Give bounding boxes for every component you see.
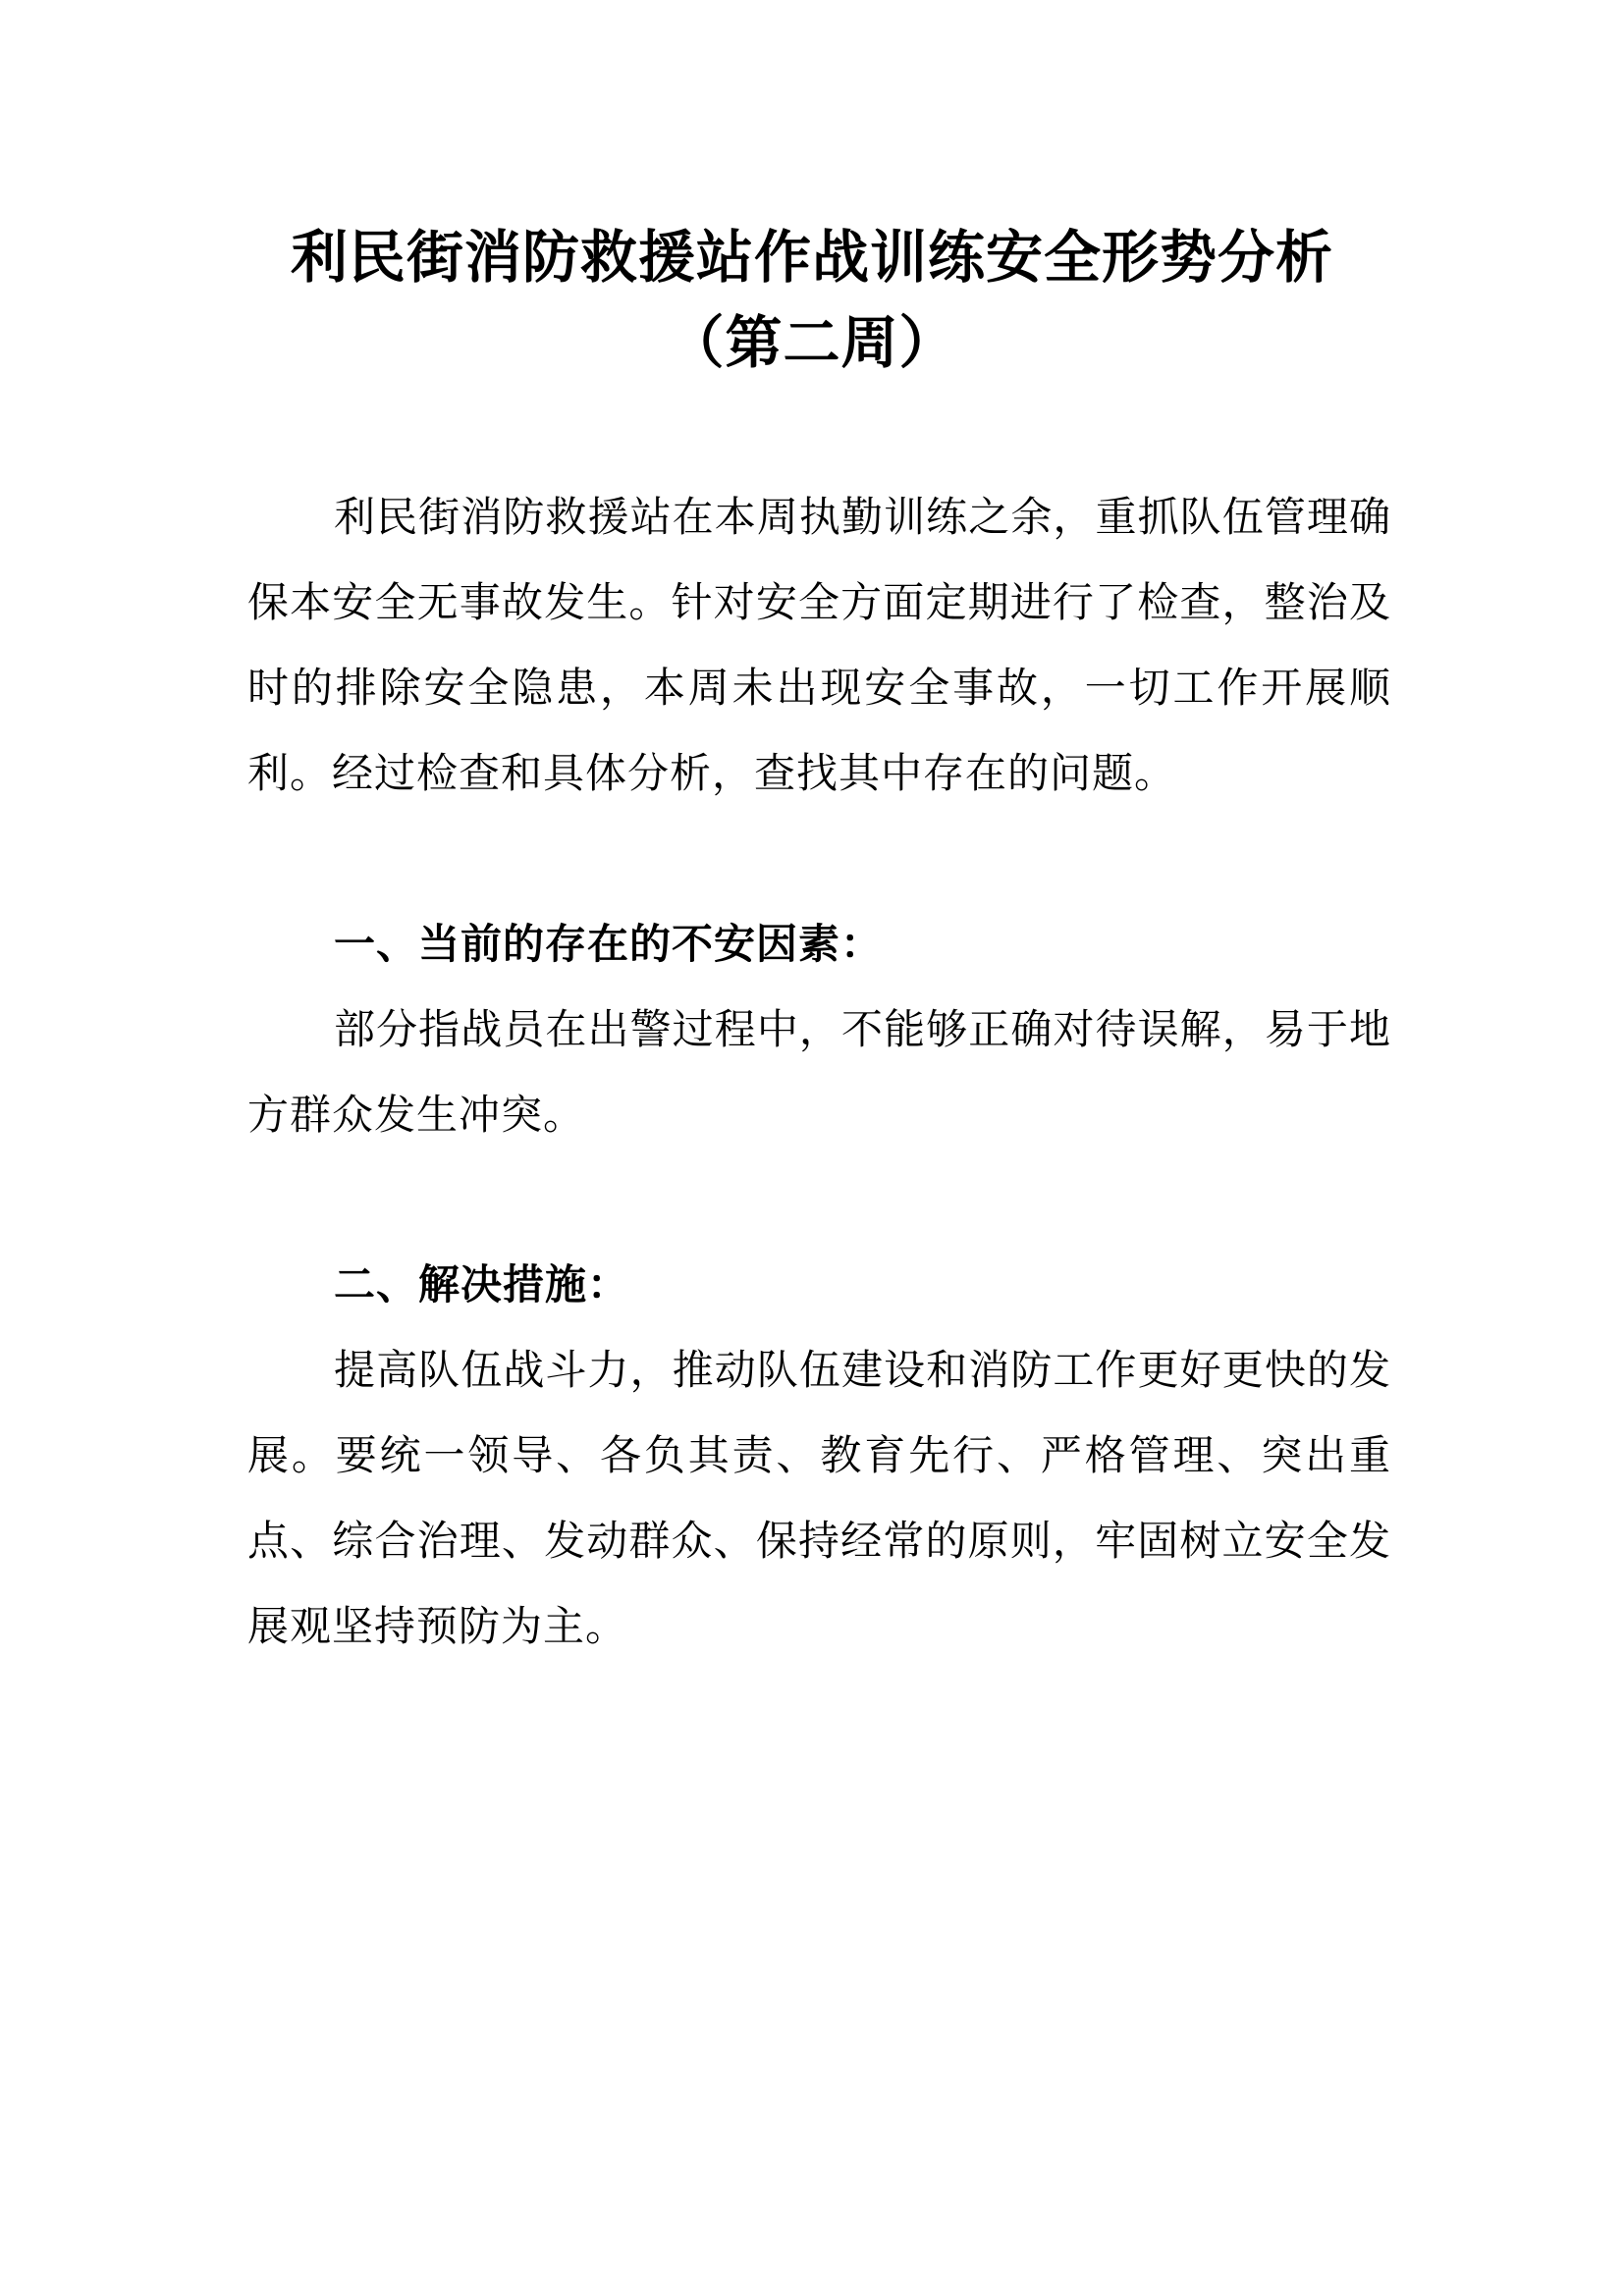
section1-heading: 一、当前的存在的不安因素：: [334, 920, 884, 968]
intro-paragraph: 利民街消防救援站在本周执勤训练之余，重抓队伍管理确保本安全无事故发生。针对安全方面定期进行了检查，整治及时的排除安全隐患，本周未出现安全事故，一切工作开展顺利。经过检查和具体分析，查找其中存在的问题。: [247, 493, 1391, 797]
section2-paragraph: 提高队伍战斗力，推动队伍建设和消防工作更好更快的发展。要统一领导、各负其责、教育先行、严格管理、突出重点、综合治理、发动群众、保持经常的原则，牢固树立安全发展观坚持预防为主。: [247, 1346, 1391, 1650]
document-title: 利民街消防救援站作战训练安全形势分析: [290, 224, 1333, 291]
document-subtitle: （第二周）: [667, 309, 957, 376]
section2-heading: 二、解决措施：: [334, 1260, 630, 1308]
section1-paragraph: 部分指战员在出警过程中，不能够正确对待误解，易于地方群众发生冲突。: [247, 1005, 1391, 1139]
